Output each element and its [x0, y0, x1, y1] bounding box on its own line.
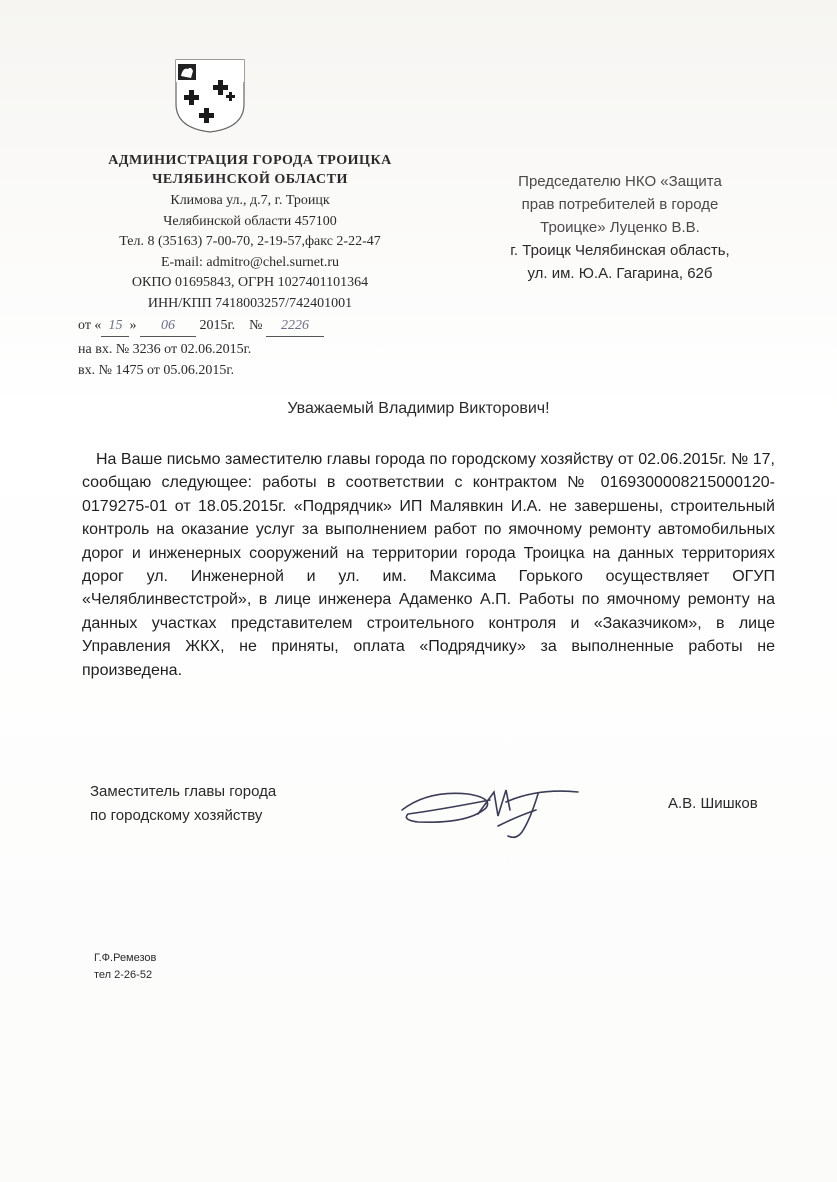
sender-block — [60, 150, 440, 314]
city-coat-of-arms-icon — [174, 58, 246, 134]
signatory-position — [90, 780, 276, 828]
executor-phone: тел 2-26-52 — [94, 969, 153, 981]
position-line2: по городскому хозяйству — [90, 807, 263, 824]
outgoing-date-row — [78, 316, 324, 337]
from-prefix: от « — [78, 318, 102, 333]
incoming-ref-2: вх. № 1475 от 05.06.2015г. — [78, 363, 235, 378]
recipient-line4: г. Троицк Челябинская область, — [510, 242, 730, 259]
okpo-line: ОКПО 01695843, ОГРН 1027401101364 — [131, 275, 369, 290]
email-line: E-mail: admitro@chel.surnet.ru — [160, 254, 340, 270]
handwritten-signature — [398, 770, 588, 850]
recipient-line3: Троицке» Луценко В.В. — [540, 219, 700, 236]
handwritten-day: 15 — [101, 316, 129, 337]
address-line2: Челябинской области 457100 — [163, 213, 337, 229]
address-line1: Климова ул., д.7, г. Троицк — [170, 193, 330, 208]
handwritten-month: 06 — [140, 316, 196, 337]
recipient-line1: Председателю НКО «Защита — [518, 173, 722, 190]
outgoing-reference — [78, 316, 324, 381]
incoming-ref-1: на вх. № 3236 от 02.06.2015г. — [78, 342, 252, 357]
letter-body — [82, 448, 775, 682]
phone-line: Тел. 8 (35163) 7-00-70, 2-19-57,факс 2-22-47 — [119, 234, 381, 249]
position-line1: Заместитель главы города — [90, 783, 277, 800]
greeting: Уважаемый Владимир Викторович! — [287, 400, 550, 417]
number-label: № — [249, 318, 263, 333]
body-paragraph: На Ваше письмо заместителю главы города по городскому хозяйству от 02.06.2015г. № 17, сообщаю следующее: работы в соответствии с контрактом № 0169300008215000120-0179275-01 от 18.05.2015г. «Подрядчик» ИП Малявкин И.А. не завершены, строительный контроль на оказание услуг за выполнением работ по ямочному ремонту автомобильных дорог и инженерных сооружений на территории города Троицка на данных территориях дорог ул. Инженерной и ул. им. Максима Горького осуществляет ОГУП «Челяблинвестстрой», в лице инженера Адаменко А.П. Работы по ямочному ремонту на данных участках представителем строительного контроля и «Заказчиком», в лице Управления ЖКХ, не приняты, оплата «Подрядчику» за выполненные работы не произведена. — [82, 451, 775, 679]
recipient-line2: прав потребителей в городе — [521, 196, 719, 213]
quote-close: » — [129, 318, 137, 333]
org-name-line2: ЧЕЛЯБИНСКОЙ ОБЛАСТИ — [152, 172, 348, 187]
inn-line: ИНН/КПП 7418003257/742401001 — [147, 295, 353, 311]
signatory-name: А.В. Шишков — [668, 795, 758, 812]
year-text: 2015г. — [199, 318, 236, 333]
executor-block — [94, 950, 156, 984]
handwritten-number: 2226 — [266, 316, 324, 337]
recipient-block — [470, 170, 770, 285]
recipient-line5: ул. им. Ю.А. Гагарина, 62б — [527, 265, 713, 282]
org-name-line1: АДМИНИСТРАЦИЯ ГОРОДА ТРОИЦКА — [108, 153, 392, 168]
executor-name: Г.Ф.Ремезов — [94, 952, 157, 964]
